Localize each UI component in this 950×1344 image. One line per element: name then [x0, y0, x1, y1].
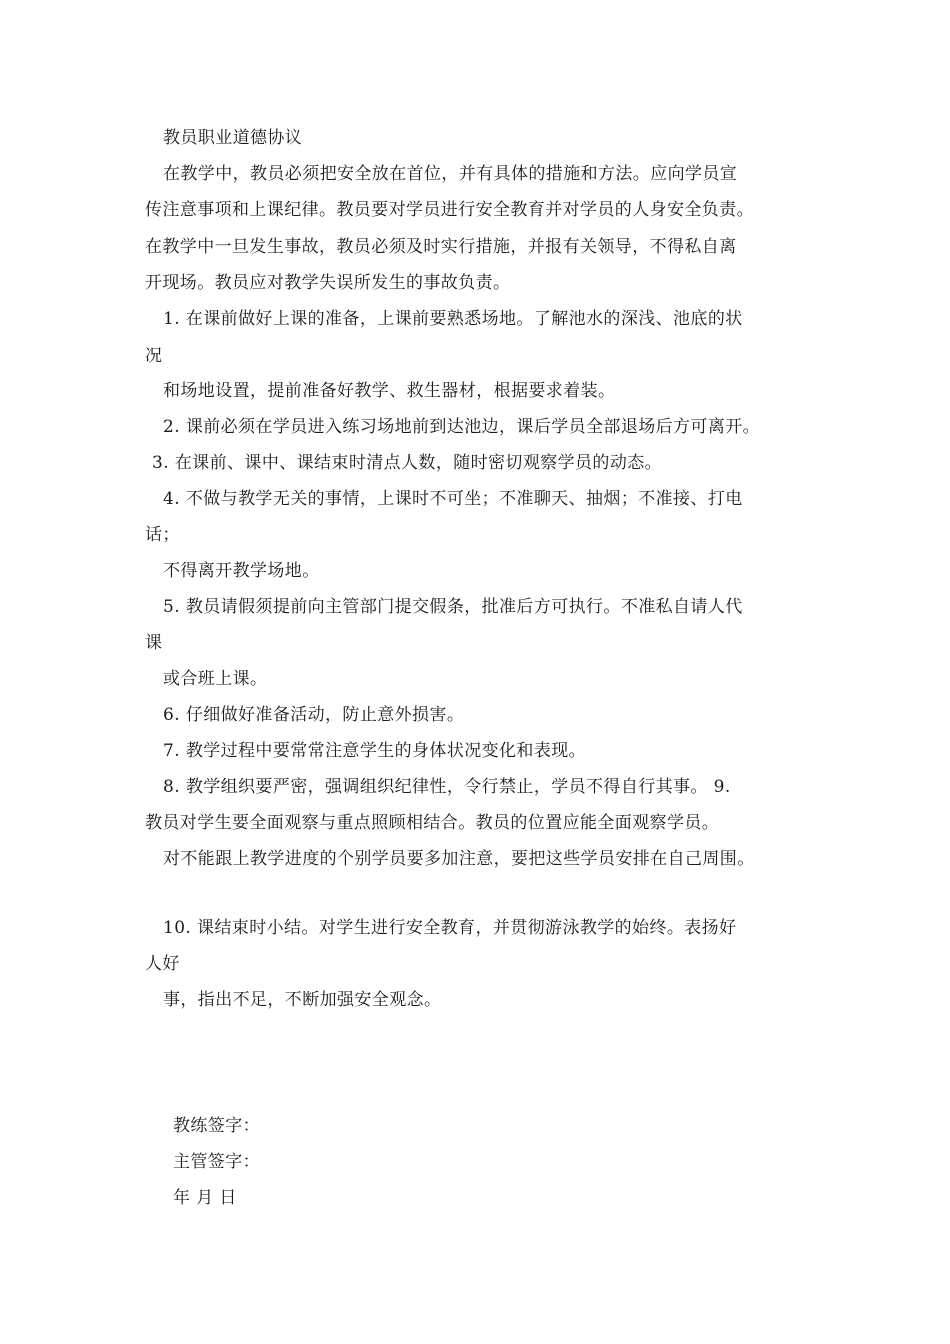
list-item-6: 6. 仔细做好准备活动，防止意外损害。 [163, 705, 465, 725]
paragraph-line: 在教学中，教员必须把安全放在首位，并有具体的措施和方法。应向学员宣 [163, 164, 738, 184]
paragraph-line: 在教学中一旦发生事故，教员必须及时实行措施，并报有关领导，不得私自离 [145, 237, 737, 257]
list-item-8: 8. 教学组织要严密，强调组织纪律性，令行禁止，学员不得自行其事。 9. [163, 777, 731, 797]
list-item-4-cont: 不得离开教学场地。 [163, 561, 320, 581]
list-item-7: 7. 教学过程中要常常注意学生的身体状况变化和表现。 [163, 741, 587, 761]
supervisor-signature-label: 主管签字： [173, 1152, 260, 1172]
list-item-1-wrap: 况 [145, 346, 163, 366]
list-item-5: 5. 教员请假须提前向主管部门提交假条，批准后方可执行。不准私自请人代 [163, 597, 743, 617]
coach-signature-label: 教练签字： [173, 1116, 260, 1136]
list-item-9-cont: 对不能跟上教学进度的个别学员要多加注意，要把这些学员安排在自己周围。 [163, 849, 755, 869]
list-item-10: 10. 课结束时小结。对学生进行安全教育，并贯彻游泳教学的始终。表扬好 [163, 918, 737, 938]
date-label: 年 月 日 [173, 1188, 237, 1208]
list-item-1: 1. 在课前做好上课的准备，上课前要熟悉场地。了解池水的深浅、池底的状 [163, 309, 743, 329]
paragraph-line: 传注意事项和上课纪律。教员要对学员进行安全教育并对学员的人身安全负责。 [145, 200, 754, 220]
list-item-10-wrap: 人好 [145, 954, 180, 974]
list-item-5-wrap: 课 [145, 633, 163, 653]
list-item-4-wrap: 话； [145, 525, 180, 545]
list-item-10-cont: 事，指出不足，不断加强安全观念。 [163, 990, 442, 1010]
list-item-3: 3. 在课前、课中、课结束时清点人数，随时密切观察学员的动态。 [152, 453, 663, 473]
list-item-1-cont: 和场地设置，提前准备好教学、救生器材，根据要求着装。 [163, 381, 616, 401]
list-item-9: 教员对学生要全面观察与重点照顾相结合。教员的位置应能全面观察学员。 [145, 813, 720, 833]
list-item-5-cont: 或合班上课。 [163, 669, 268, 689]
list-item-4: 4. 不做与教学无关的事情，上课时不可坐；不准聊天、抽烟；不准接、打电 [163, 489, 743, 509]
list-item-2: 2. 课前必须在学员进入练习场地前到达池边，课后学员全部退场后方可离开。 [163, 417, 761, 437]
document-title: 教员职业道德协议 [163, 128, 303, 148]
paragraph-line: 开现场。教员应对教学失误所发生的事故负责。 [145, 273, 511, 293]
